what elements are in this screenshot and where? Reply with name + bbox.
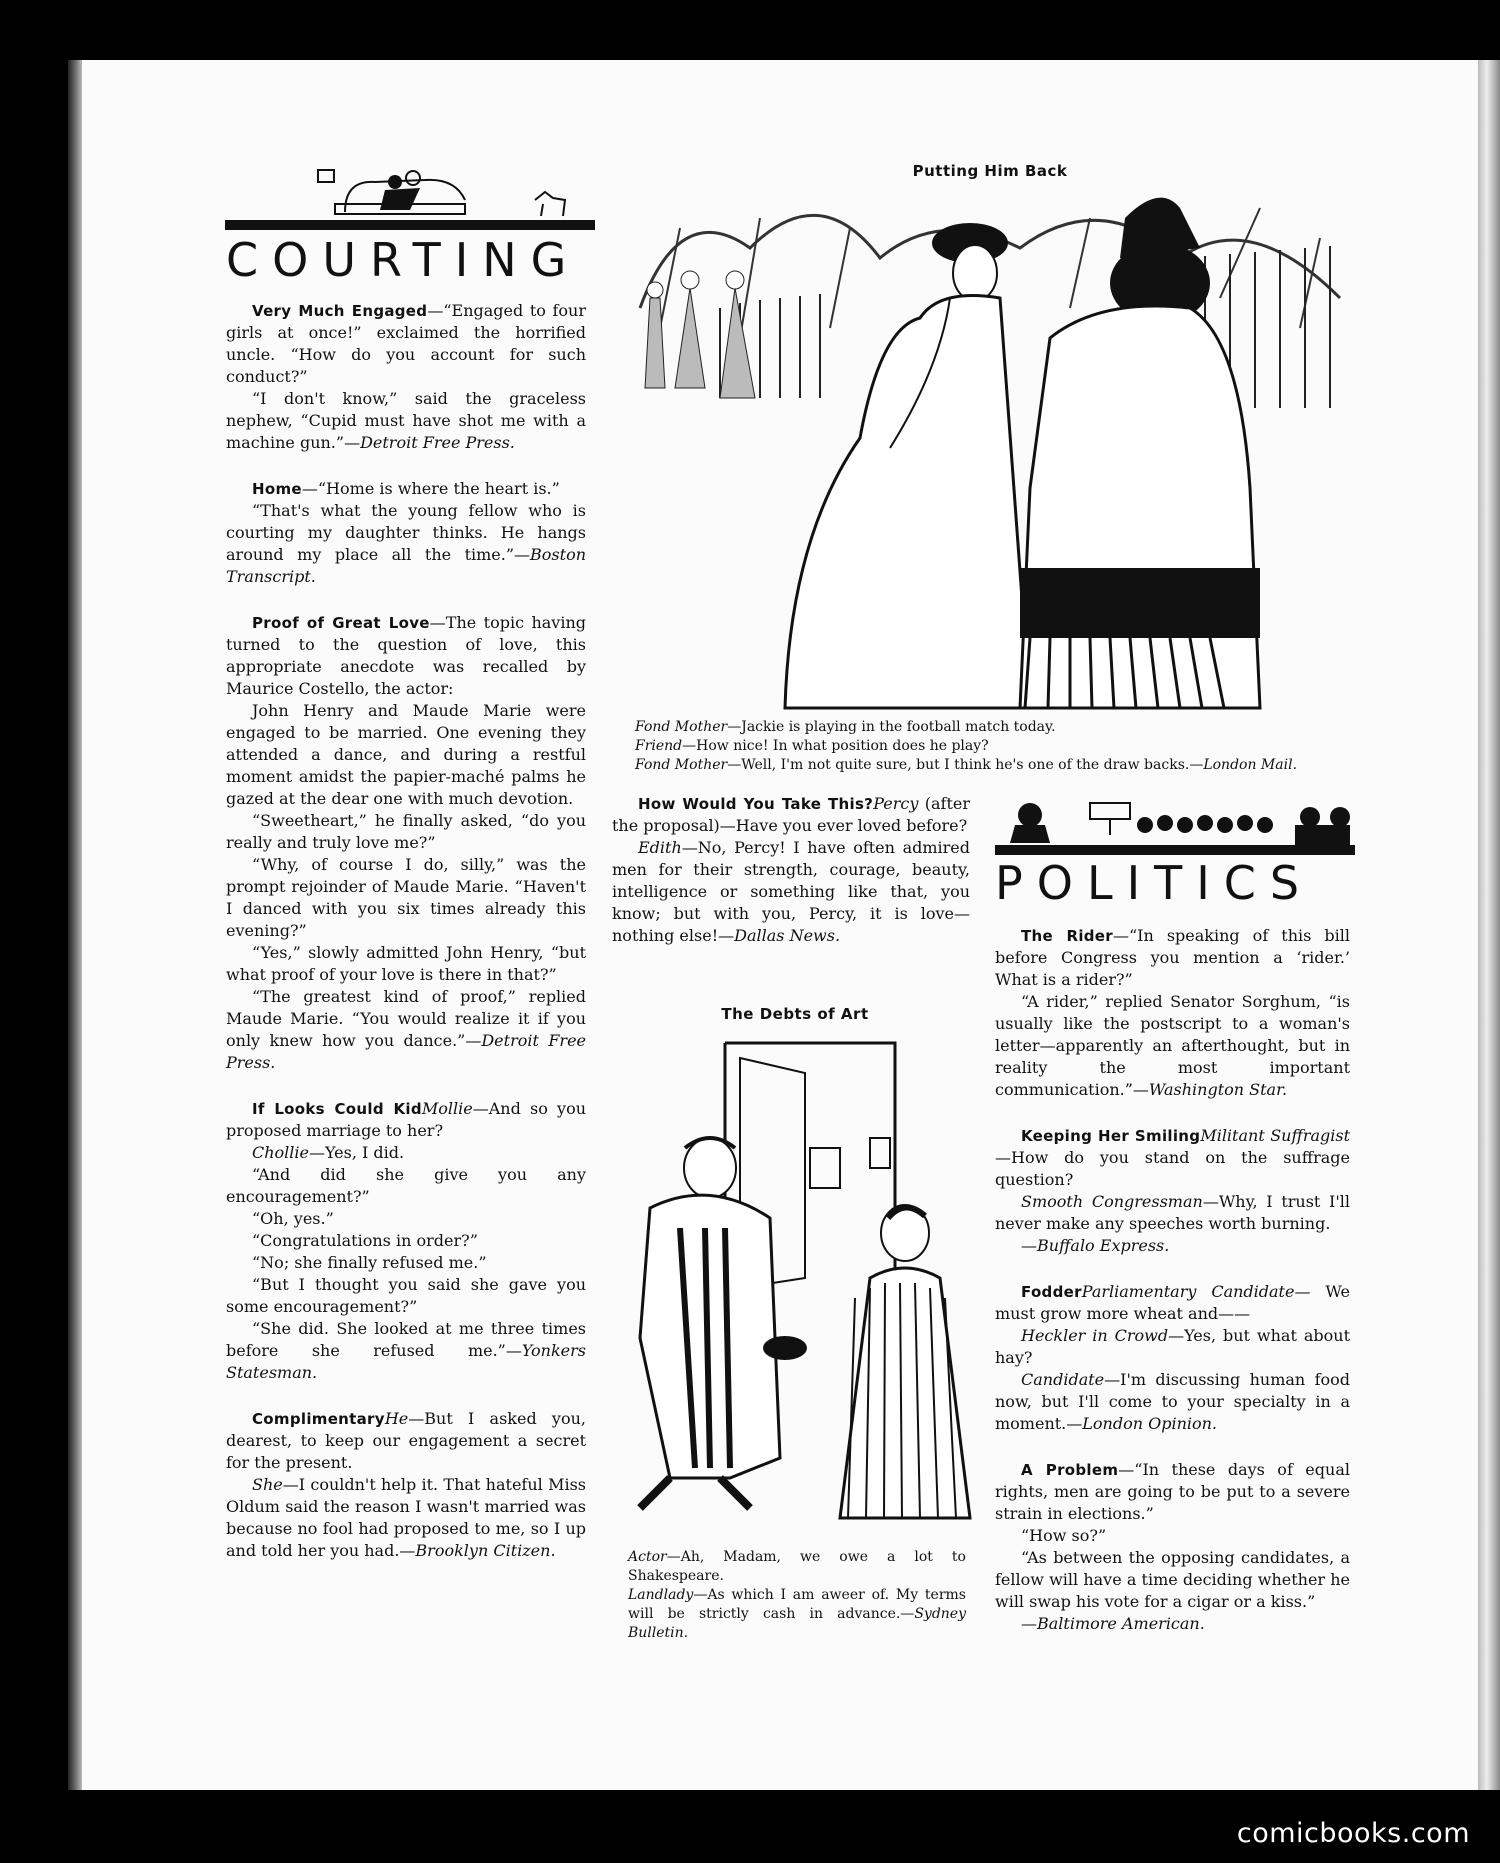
joke-para: “As between the opposing candidates, a fellow will have a time deciding whether he will swap his vote for a cigar or a kiss.” bbox=[995, 1548, 1350, 1611]
joke-para: “Congratulations in order?” bbox=[252, 1231, 478, 1250]
joke-para: “But I thought you said she gave you some encouragement?” bbox=[226, 1275, 586, 1316]
joke-para: “Oh, yes.” bbox=[252, 1209, 334, 1228]
joke-smiling: Keeping Her SmilingMilitant Suffragist—How do you stand on the suffrage question? bbox=[995, 1126, 1351, 1189]
joke-para: “Why, of course I do, silly,” was the prompt rejoinder of Maude Marie. “Haven't I danced with you six times already this evening?” bbox=[226, 855, 586, 940]
joke-proof bbox=[226, 612, 586, 700]
joke-heading: A Problem bbox=[1021, 1461, 1119, 1479]
cartoon-caption bbox=[635, 718, 1355, 775]
joke-problem: A Problem—“In these days of equal rights, men are going to be put to a severe strain in elections.” bbox=[995, 1460, 1350, 1523]
joke-para: “Sweetheart,” he finally asked, “do you really and truly love me?” bbox=[226, 811, 586, 852]
joke-heading: Fodder bbox=[1021, 1283, 1082, 1301]
cartoon-debts-of-art bbox=[610, 1038, 975, 1543]
joke-para: “No; she finally refused me.” bbox=[252, 1253, 487, 1272]
site-watermark: comicbooks.com bbox=[1236, 1818, 1470, 1849]
joke-source: Detroit Free Press. bbox=[226, 1031, 587, 1072]
joke-rider: The Rider—“In speaking of this bill before Congress you mention a ‘rider.’ What is a rider?” bbox=[995, 926, 1350, 989]
caption-line: Actor—Ah, Madam, we owe a lot to Shakespeare. bbox=[628, 1549, 966, 1584]
joke-source: Boston Transcript. bbox=[226, 545, 586, 586]
joke-para: Heckler in Crowd—Yes, but what about hay? bbox=[995, 1326, 1350, 1367]
joke-heading: Very Much Engaged bbox=[252, 302, 428, 320]
joke-source: Brooklyn Citizen. bbox=[415, 1541, 556, 1560]
caption-line: Friend—How nice! In what position does he play? bbox=[635, 738, 989, 754]
joke-heading: Proof of Great Love bbox=[252, 614, 430, 632]
joke-fodder: FodderParliamentary Candidate— We must grow more wheat and—— bbox=[995, 1282, 1350, 1323]
joke-para: “How so?” bbox=[1021, 1526, 1107, 1545]
joke-engaged bbox=[226, 300, 586, 388]
joke-kid: If Looks Could KidMollie—And so you proposed marriage to her? bbox=[226, 1099, 587, 1140]
joke-heading: The Rider bbox=[1021, 927, 1113, 945]
politics-title: POLITICS bbox=[995, 856, 1314, 910]
joke-source: London Opinion. bbox=[1082, 1414, 1218, 1433]
politics-column bbox=[995, 925, 1350, 1635]
joke-heading: How Would You Take This? bbox=[638, 795, 874, 813]
cartoon-caption bbox=[628, 1548, 966, 1643]
joke-source: Detroit Free Press. bbox=[360, 433, 515, 452]
joke-para: “Yes,” slowly admitted John Henry, “but what proof of your love is there in that?” bbox=[226, 943, 586, 984]
caption-line: Fond Mother—Well, I'm not quite sure, but I think he's one of the draw backs.—London Mail. bbox=[635, 757, 1298, 773]
joke-para: “And did she give you any encouragement?” bbox=[226, 1165, 586, 1206]
caption-line: Fond Mother—Jackie is playing in the football match today. bbox=[635, 719, 1056, 735]
joke-source: Dallas News. bbox=[734, 926, 841, 945]
joke-para: She—I couldn't help it. That hateful Miss Oldum said the reason I wasn't married was because no fool had proposed to me, so I up and told her you had.—Brooklyn Citizen. bbox=[226, 1475, 586, 1560]
page-edge bbox=[1478, 60, 1500, 1790]
courting-column bbox=[226, 300, 586, 1562]
cartoon-putting-him-back bbox=[620, 188, 1355, 718]
joke-para: “A rider,” replied Senator Sorghum, “is usually like the postscript to a woman's letter—apparently an afterthought, but in reality the most important communication.”—Washington Star. bbox=[995, 992, 1350, 1099]
cartoon-title: The Debts of Art bbox=[721, 1005, 869, 1023]
percy-column bbox=[612, 793, 970, 947]
joke-text: —The topic having turned to the question of love, this appropriate anecdote was recalled by Maurice Costello, the actor: bbox=[226, 613, 587, 698]
joke-para: “The greatest kind of proof,” replied Maude Marie. “You would realize it if you only knew how you dance.”—Detroit Free Press. bbox=[226, 987, 587, 1072]
joke-text: —“Engaged to four girls at once!” exclaimed the horrified uncle. “How do you account for such conduct?” bbox=[226, 301, 586, 386]
joke-para: Candidate—I'm discussing human food now, but I'll come to your specialty in a moment.—London Opinion. bbox=[995, 1370, 1350, 1433]
joke-text: “I don't know,” said the graceless nephew, “Cupid must have shot me with a machine gun.”—Detroit Free Press. bbox=[226, 389, 586, 452]
joke-heading: Keeping Her Smiling bbox=[1021, 1127, 1201, 1145]
joke-source: Yonkers Statesman. bbox=[226, 1341, 586, 1382]
joke-complimentary: ComplimentaryHe—But I asked you, dearest, to keep our engagement a secret for the present. bbox=[226, 1409, 586, 1472]
joke-para: “She did. She looked at me three times before she refused me.”—Yonkers Statesman. bbox=[226, 1319, 586, 1382]
joke-para: Edith—No, Percy! I have often admired men for their strength, courage, beauty, intelligence or something like that, you know; but with you, Percy, it is love—nothing else!—Dallas News. bbox=[612, 838, 970, 945]
caption-line: Landlady—As which I am aweer of. My terms will be strictly cash in advance.—Sydney Bulletin. bbox=[628, 1587, 966, 1641]
joke-text: “That's what the young fellow who is courting my daughter thinks. He hangs around my place all the time.”—Boston Transcript. bbox=[226, 501, 586, 586]
cartoon-title: Putting Him Back bbox=[912, 162, 1068, 180]
joke-source: —Buffalo Express. bbox=[1021, 1236, 1170, 1255]
joke-home bbox=[226, 478, 586, 500]
joke-source: —Baltimore American. bbox=[1021, 1614, 1205, 1633]
joke-percy: How Would You Take This?Percy (after the proposal)—Have you ever loved before? bbox=[612, 794, 970, 835]
joke-heading: Home bbox=[252, 480, 302, 498]
joke-heading: If Looks Could Kid bbox=[252, 1100, 422, 1118]
courting-title: COURTING bbox=[226, 233, 581, 287]
joke-para: Chollie—Yes, I did. bbox=[252, 1143, 405, 1162]
joke-text: —“Home is where the heart is.” bbox=[301, 479, 560, 498]
joke-para: John Henry and Maude Marie were engaged to be married. One evening they attended a dance, and during a restful moment amidst the papier-maché palms he gazed at the dear one with much devotion. bbox=[226, 701, 586, 808]
courting-header-illustration bbox=[225, 160, 595, 232]
politics-header-illustration bbox=[995, 795, 1355, 855]
joke-heading: Complimentary bbox=[252, 1410, 385, 1428]
joke-para: Smooth Congressman—Why, I trust I'll never make any speeches worth burning. bbox=[995, 1192, 1350, 1233]
joke-source: Washington Star. bbox=[1148, 1080, 1288, 1099]
